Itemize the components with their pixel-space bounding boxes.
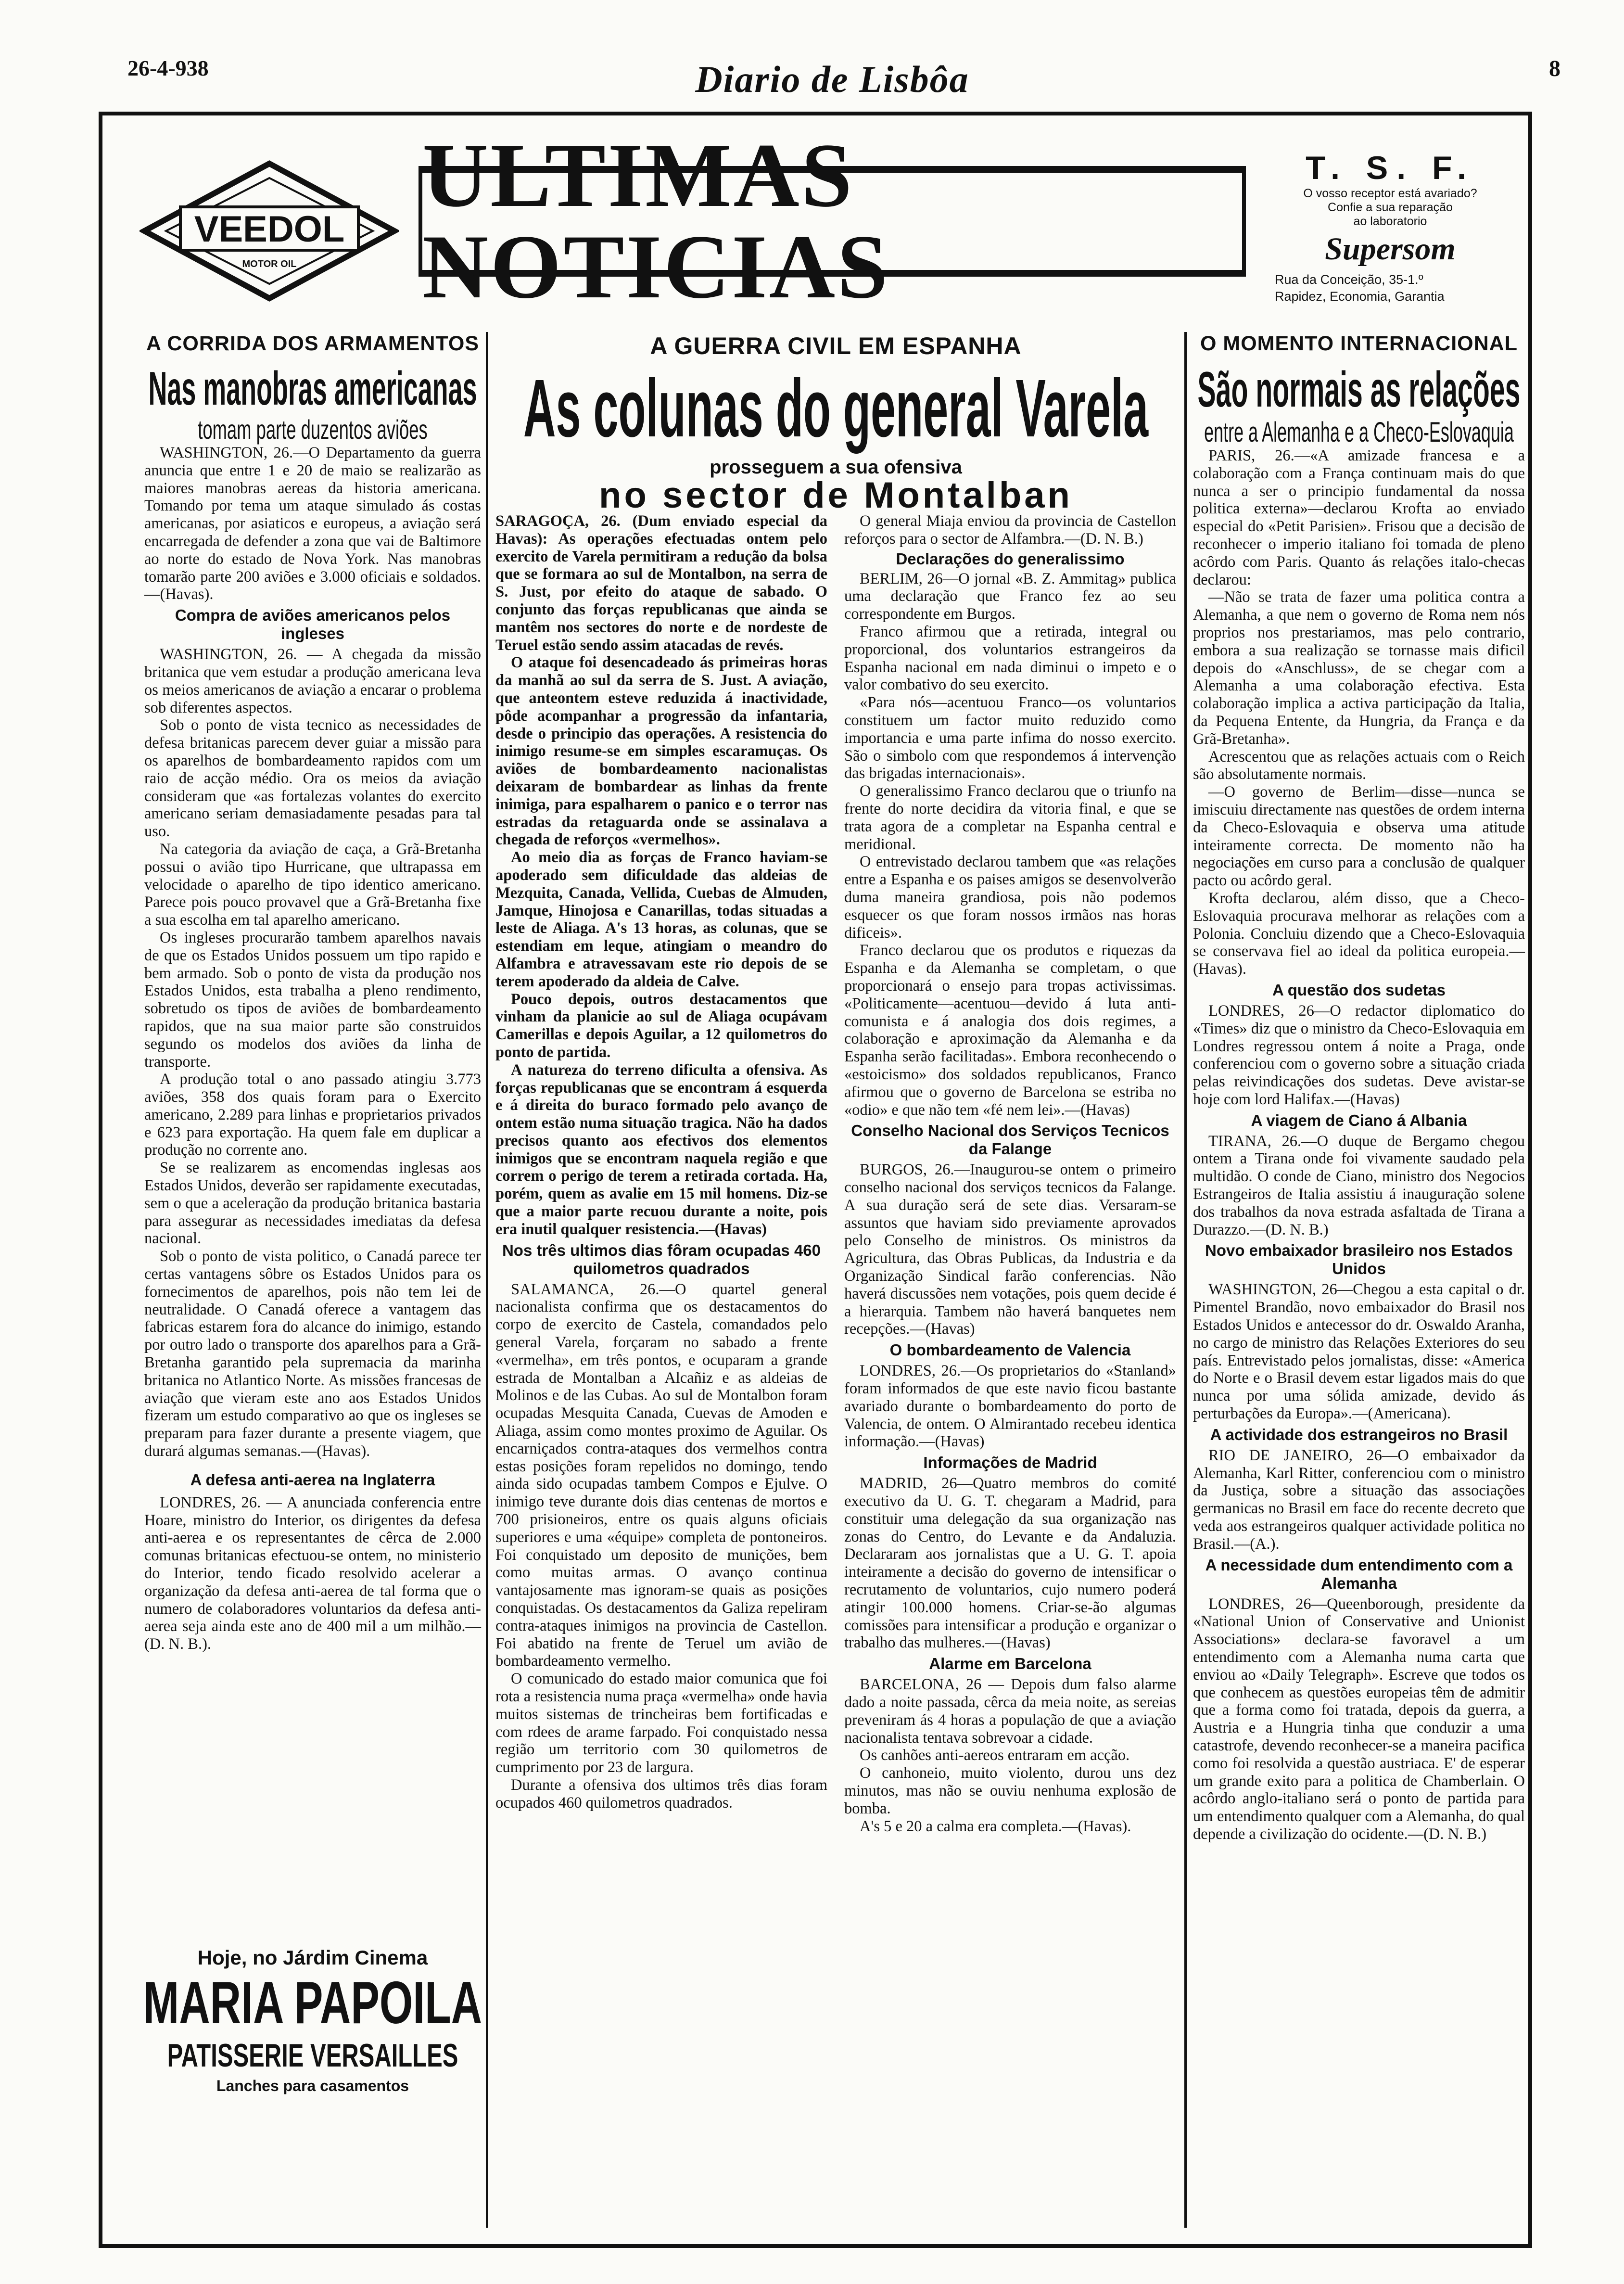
headline: São normais as relações <box>1197 362 1521 418</box>
paragraph: O general Miaja enviou da provincia de Castellon reforços para o sector de Alfambra.—(D. N. B.) <box>844 512 1176 548</box>
tsf-motto: Rapidez, Economia, Garantia <box>1275 289 1445 304</box>
subheading: Alarme em Barcelona <box>929 1655 1091 1673</box>
tsf-brand: Supersom <box>1325 231 1456 267</box>
paragraph: WASHINGTON, 26.—O Departamento da guerra anuncia que entre 1 e 20 de maio se realizarão as maiores manobras aereas da historia americana. Tomando por tema um ataque simulado ás costas americanas, por asiaticos e europeus, a aviação será encarregada de defender a zona que vai de Baltimore ao norte do estado de Nova York. Nas manobras tomarão parte 200 aviões e 3.000 oficiais e soldados.—(Havas). <box>144 444 481 603</box>
paragraph: —O governo de Berlim—disse—nunca se imiscuiu directamente nas questões de ordem interna da Checo-Eslovaquia e observa uma atitude inteiramente correcta. De momento não ha negociações em curso para a conclusão de qualquer pacto ou acôrdo geral. <box>1193 783 1525 890</box>
veedol-brand: VEEDOL <box>194 209 345 250</box>
paragraph: O comunicado do estado maior comunica que foi rota a resistencia numa praça «vermelha» onde havia muitos sistemas de trincheiras bem fortificadas e com rdees de arame farpado. Foi conquistado nessa região um territorio com 30 quilometros de cumprimento por 23 de largura. <box>495 1670 827 1776</box>
subheading: O bombardeamento de Valencia <box>889 1341 1131 1359</box>
paragraph: LONDRES, 26—Queenborough, presidente da «National Union of Conservative and Unionist Associations» declara-se favoravel a um entendimento com a Alemanha numa carta que enviou ao «Daily Telegraph». Escreve que todos os que conhecem as questões europeias têm de admitir que a forma como foi tratada, depois da guerra, a Austria e a Hungria tinha que conduzir a uma catastrofe, devendo reconhecer-se a maneira pacifica como foi resolvida a questão austriaca. E' de esperar um grande exito para a politica de Chamberlain. O acôrdo anglo-italiano será o ponto de partida para um entendimento qualquer com a Alemanha, do qual depende a civilização do ocidente.—(D. N. B.) <box>1193 1595 1525 1843</box>
paragraph: A's 5 e 20 a calma era completa.—(Havas). <box>860 1817 1131 1835</box>
subheading: Informações de Madrid <box>923 1454 1097 1472</box>
ultimas-noticias-banner <box>419 125 1246 318</box>
paragraph: Os canhões anti-aereos entraram em acção. <box>860 1747 1130 1764</box>
page-number: 8 <box>1549 56 1561 81</box>
subheading: A actividade dos estrangeiros no Brasil <box>1210 1425 1508 1443</box>
paragraph: PARIS, 26.—«A amizade francesa e a colaboração com a França continuam mais do que nunca a ser o principio fundamental da nossa politica externa»—declarou Krofta ao enviado especial do «Petit Parisien». Frisou que a decisão de reconhecer o imperio italiano foi tomada de pleno acôrdo com Paris. Quanto ás relações italo-checas declarou: <box>1193 447 1525 588</box>
subheadline: tomam parte duzentos aviões <box>198 414 428 445</box>
paragraph: LONDRES, 26—O redactor diplomatico do «Times» diz que o ministro da Checo-Eslovaquia em Londres regressou ontem á noite a Praga, onde conferenciou com o governo sobre a situação criada pelas reivindicações dos sudetas. Deve avistar-se hoje com lord Halifax.—(Havas) <box>1193 1002 1525 1108</box>
subheadline: entre a Alemanha e a Checo-Eslovaquia <box>1204 417 1514 448</box>
paragraph: BURGOS, 26.—Inaugurou-se ontem o primeiro conselho nacional dos serviços tecnicos da Falange. A sua duração será de sete dias. Versaram-se assuntos que haviam sido previamente aprovados pelo Conselho de ministros. Os ministros da Agricultura, das Obras Publicas, da Industria e da Organização Sindical farão conferencias. Não haverá discussões nem votações, pois quem decide é a hierarquia. Tambem não haverá banquetes nem recepções.—(Havas) <box>844 1161 1176 1338</box>
column-divider <box>1184 332 1187 2228</box>
headline: As colunas do general Varela <box>523 363 1149 454</box>
section-heading: A CORRIDA DOS ARMAMENTOS <box>146 332 480 355</box>
paragraph: LONDRES, 26.—Os proprietarios do «Stanland» foram informados de que este navio ficou bastante avariado durante o bombardeamento do porto de Valencia, de ontem. O Almirantado recebeu identica informação.—(Havas) <box>844 1362 1176 1451</box>
paragraph: O entrevistado declarou tambem que «as relações entre a Espanha e os paises amigos se desenvolverão duma maneira grandiosa, pois não podemos esquecer os que foram nossos irmãos nas horas dificeis». <box>844 853 1176 942</box>
subheading: Conselho Nacional dos Serviços Tecnicos da Falange <box>851 1122 1169 1158</box>
subheadline: prosseguem a sua ofensiva <box>710 457 962 478</box>
center-column-2 <box>844 512 1176 1835</box>
paragraph: O generalissimo Franco declarou que o triunfo na frente do norte decidira da vitoria final, e que se trata agora de a completar na Espanha central e meridional. <box>844 782 1176 853</box>
subheading: Compra de aviões americanos pelos ingleses <box>175 606 451 643</box>
subheading: Novo embaixador brasileiro nos Estados Unidos <box>1205 1241 1513 1278</box>
center-column-1 <box>495 512 827 1812</box>
veedol-sub: MOTOR OIL <box>242 259 297 269</box>
tsf-line1: O vosso receptor está avariado? <box>1303 187 1477 200</box>
cinema-ad <box>144 1946 481 2095</box>
paragraph: A natureza do terreno dificulta a ofensiva. As forças republicanas que se encontram á esquerda e á direita do buraco formado pelo avanço de ontem estão numa situação tragica. Não ha dados precisos quanto aos efectivos dos elementos inimigos que se encontram naquela região e que correm o perigo de terem a retirada cortada. Ha, porém, quem as avalie em 15 mil homens. Diz-se que a maior parte recuou durante a noite, pois era inutil qualquer resistencia.—(Havas) <box>495 1061 827 1238</box>
paragraph: Sob o ponto de vista politico, o Canadá parece ter certas vantagens sôbre os Estados Unidos para os fornecimentos de aparelhos, pois não tem lei de neutralidade. O Canadá oferece a vantagem das fabricas estarem fora do alcance do inimigo, estando por outro lado o transporte dos aparelhos para a Grã-Bretanha garantido pela supremacia da marinha britanica no Atlantico Norte. As missões francesas de aviação que vieram este ano aos Estados Unidos fizeram um estudo comparativo ao que os ingleses se preparam para fazer durante a presente viagem, que durará algumas semanas.—(Havas). <box>144 1248 481 1460</box>
tsf-ad <box>1260 149 1520 305</box>
paragraph: WASHINGTON, 26. — A chegada da missão britanica que vem estudar a produção americana leva os meios americanos de aviação a encarar o problema sob diferentes aspectos. <box>144 646 481 716</box>
lead-paragraph: SARAGOÇA, 26. (Dum enviado especial da Havas): As operações efectuadas ontem pelo exercito de Varela permitiram a redução da bolsa que se formara ao sul de Montalbon, na serra de S. Just, por efeito do ataque de sabado. O conjunto das forças republicanas que ainda se mantêm nos sectores do norte e de nordeste de Teruel estão sendo assim atacadas de revés. <box>495 512 827 654</box>
subheading: A questão dos sudetas <box>1272 981 1446 999</box>
paragraph: Durante a ofensiva dos ultimos três dias foram ocupados 460 quilometros quadrados. <box>495 1776 827 1812</box>
center-article-header <box>493 332 1179 515</box>
paragraph: TIRANA, 26.—O duque de Bergamo chegou ontem a Tirana onde foi vivamente saudado pela multidão. O conde de Ciano, ministro dos Negocios Estrangeiros de Italia assistiu á inauguração solene dos trabalhos da nova estrada asfaltada de Tirana a Durazzo.—(D. N. B.) <box>1193 1132 1525 1238</box>
subheading: A necessidade dum entendimento com a Alemanha <box>1205 1556 1513 1592</box>
paragraph: Ao meio dia as forças de Franco haviam-se apoderado sem dificuldade das aldeias de Mezquita, Canada, Vellida, Cuebas de Almuden, Jamque, Hinojosa e Canarillas, todas situadas a leste de Aliaga. A's 13 horas, as colunas, que se estendiam em leque, atingiam o meandro do Alfambra e atravessavam este rio depois de se terem apoderado da aldeia de Calve. <box>495 849 827 990</box>
paragraph: Franco afirmou que a retirada, integral ou proporcional, dos voluntarios estrangeiros da Espanha nacional em nada diminui o impeto e o valor combativo do seu exercito. <box>844 623 1176 694</box>
paragraph: LONDRES, 26. — A anunciada conferencia entre Hoare, ministro do Interior, os dirigentes da defesa anti-aerea e os representantes de cêrca de 2.000 comunas britanicas efectuou-se ontem, no ministerio do Interior, tendo ficado resolvido acelerar a organização da defesa anti-aerea de tal forma que o numero de colaboradores voluntarios da defesa anti-aerea seja ainda este ano de 400 mil a um milhão.—(D. N. B.). <box>144 1493 481 1653</box>
paragraph: «Para nós—acentuou Franco—os voluntarios constituem um factor muito reduzido como importancia e uma parte infima do nosso exercito. São o simbolo com que respondemos á intervenção das brigadas internacionais». <box>844 694 1176 782</box>
paragraph: BERLIM, 26—O jornal «B. Z. Ammitag» publica uma declaração que Franco fez ao seu correspondente em Burgos. <box>844 570 1176 623</box>
paragraph: MADRID, 26—Quatro membros do comité executivo da U. G. T. chegaram a Madrid, para constituir uma delegação da sua organização nas zonas do Centro, do Levante e da Andaluzia. Declararam aos jornalistas que a U. G. T. apoia inteiramente a decisão do governo de intensificar o recrutamento de voluntarios, cujo numero poderá atingir 100.000 homens. Criar-se-ão algumas comissões para intensificar a produção e organizar o trabalho das mulheres.—(Havas) <box>844 1475 1176 1652</box>
paragraph: Krofta declarou, além disso, que a Checo-Eslovaquia procurava melhorar as relações com a Polonia. Concluiu dizendo que a Checo-Eslovaquia se conservava fiel ao ideal da politica europeia.—(Havas). <box>1193 889 1525 978</box>
article-body <box>1193 447 1525 1843</box>
subheadline2: no sector de Montalban <box>599 475 1073 516</box>
masthead: Diario de Lisbôa <box>695 58 969 100</box>
paragraph: Se se realizarem as encomendas inglesas aos Estados Unidos, deverão ser rapidamente executadas, sem o que a aceleração da produção britanica bastaria para assegurar as necessidades imediatas da defesa nacional. <box>144 1159 481 1248</box>
paragraph: Na categoria da aviação de caça, a Grã-Bretanha possui o avião tipo Hurricane, que ultrapassa em velocidade o aparelho de tipo identico americano. Parece pois pouco provavel que a Grã-Bretanha fixe a sua escolha em tal aparelho americano. <box>144 840 481 929</box>
ad-line1: Hoje, no Járdim Cinema <box>197 1946 428 1969</box>
paragraph: Franco declarou que os produtos e riquezas da Espanha e da Alemanha se completam, o que proporcionará o ensejo para tropas activissimas. «Politicamente—acentuou—devido á luta anti-comunista e á analogia dos dois regimes, a colaboração e aproximação da Alemanha e da Espanha serão facilitadas». Embora reconhecendo o «estoicismo» dos soldados republicanos, Franco afirmou que o governo de Barcelona se estriba no «odio» e que não tem «fé nem lei».—(Havas) <box>844 942 1176 1119</box>
section-heading: O MOMENTO INTERNACIONAL <box>1200 332 1518 355</box>
ad-line2: PATISSERIE VERSAILLES <box>167 2037 458 2074</box>
tsf-line2: Confie a sua reparação <box>1328 200 1453 214</box>
paragraph: A produção total o ano passado atingiu 3.773 aviões, 358 dos quais foram para o Exercito americano, 2.289 para linhas e proprietarios privados e 623 para exportação. Ha quem fale em duplicar a produção no corrente ano. <box>144 1071 481 1159</box>
paragraph: SALAMANCA, 26.—O quartel general nacionalista confirma que os destacamentos do corpo de exercito de Castela, comandados pelo general Varela, forçaram no sabado a frente «vermelha», em três pontos, e ocuparam a grande estrada de Montalban a Alcañiz e as aldeias de Molinos e de las Cubas. Ao sul de Montalbon foram ocupadas Mesquita Canada, Cuevas de Amoden e Aliaga, assim como montes proximo de Aguilar. Os encarniçados contra-ataques dos vermelhos contra estas posições foram repelidos no domingo, tendo ainda sido ocupadas tambem Compos e Ejulve. O inimigo teve durante dois dias centenas de mortos e 700 prisioneiros, entre os quais alguns oficiais superiores e uma «équipe» completa de pontoneiros. Foi conquistado um deposito de munições, bem como muitas armas. O avanço continua vantajosamente mas ignoram-se quais as posições conquistadas. Os destacamentos da Galiza repeliram contra-ataques inimigos na provincia de Castellon. Foi abatido na frente de Teruel um avião de bombardeamento vermelho. <box>495 1280 827 1670</box>
article-body <box>144 444 481 1653</box>
left-article <box>144 332 481 1653</box>
paragraph: O ataque foi desencadeado ás primeiras horas da manhã ao sul da serra de S. Just. A aviação, que anteontem esteve reduzida á inactividade, pôde acompanhar a progressão da infantaria, desde o principio das operações. A resistencia do inimigo resume-se em simples escaramuças. Os aviões de bombardeamento nacionalistas deixaram de bombardear as linhas da frente inimiga, para espalharem o panico e o terror nas estradas da retaguarda onde se assinalava a chegada de reforços «vermelhos». <box>495 654 827 849</box>
veedol-ad <box>140 159 399 303</box>
tsf-address: Rua da Conceição, 35-1.º <box>1275 272 1423 287</box>
paragraph: Sob o ponto de vista tecnico as necessidades de defesa britanicas parecem dever guiar a missão para os aparelhos de bombardeamento rapidos com um raio de acção médio. Ora os meios da aviação consideram que «as fortalezas volantes do exercito americano seriam demasiadamente pesadas para tal uso. <box>144 716 481 841</box>
column-divider <box>486 332 488 2228</box>
issue-date: 26-4-938 <box>127 56 209 80</box>
paragraph: RIO DE JANEIRO, 26—O embaixador da Alemanha, Karl Ritter, conferenciou com o ministro da Justiça, sobre a situação das associações germanicas no Brasil em face do recente decreto que veda aos estrangeiros qualquer actividade politica no Brasil.—(A.). <box>1193 1446 1525 1553</box>
paragraph: Pouco depois, outros destacamentos que vinham da planicie ao sul de Aliaga ocupávam Camerillas e depois Aguilar, a 12 quilometros do ponto de partida. <box>495 990 827 1061</box>
tsf-title: T. S. F. <box>1306 150 1475 186</box>
headline: Nas manobras americanas <box>148 362 477 415</box>
banner-title: ULTIMAS NOTICIAS <box>422 125 890 318</box>
subheading: A defesa anti-aerea na Inglaterra <box>190 1470 435 1489</box>
paragraph: WASHINGTON, 26—Chegou a esta capital o dr. Pimentel Brandão, novo embaixador do Brasil nos Estados Unidos e antecessor do dr. Oswaldo Aranha, no cargo de ministro das Relações Exteriores do seu país. Entrevistado pelos jornalistas, disse: «America do Norte e o Brasil devem estar ligados mais do que nunca por uma sólida amizade, devido ás perturbações da Europa».—(Americana). <box>1193 1281 1525 1423</box>
tsf-line3: ao laboratorio <box>1353 214 1427 228</box>
ad-line3: Lanches para casamentos <box>216 2077 409 2094</box>
subheading: A viagem de Ciano á Albania <box>1251 1111 1467 1129</box>
paragraph: Os ingleses procurarão tambem aparelhos navais de que os Estados Unidos possuem um tipo rapido e bem armado. Sob o ponto de vista da produção nos Estados Unidos, esta trabalha a pleno rendimento, sobretudo os tipos de aviões de bombardeamento rapidos, que na sua maior parte são construidos segundo os modelos dos aviões da linha de transporte. <box>144 929 481 1071</box>
paragraph: O canhoneio, muito violento, durou uns dez minutos, mas não se ouviu nenhuma explosão de bomba. <box>844 1764 1176 1817</box>
veedol-logo-icon <box>140 159 399 303</box>
subheading: Declarações do generalissimo <box>896 549 1125 568</box>
section-heading: A GUERRA CIVIL EM ESPANHA <box>650 332 1022 359</box>
right-article <box>1193 332 1525 1843</box>
paragraph: BARCELONA, 26 — Depois dum falso alarme dado a noite passada, cêrca da meia noite, as sereias preveniram ás 4 horas a população de que a aviação nacionalista tentava sobrevoar a cidade. <box>844 1676 1176 1747</box>
ad-title: MARIA PAPOILA <box>143 1970 482 2036</box>
paragraph: —Não se trata de fazer uma politica contra a Alemanha, a que nem o governo de Roma nem nós proprios nos prestariamos, mas pelo contrario, embora a sua realização se tornasse mais dificil depois do «Anschluss», de se chegar com a Alemanha a uma colaboração efectiva. Esta colaboração implica a activa participação da Italia, da Pequena Entente, da Hungria, da França e da Grã-Bretanha». <box>1193 588 1525 748</box>
subheading: Nos três ultimos dias fôram ocupadas 460 quilometros quadrados <box>502 1241 821 1277</box>
paragraph: Acrescentou que as relações actuais com o Reich são absolutamente normais. <box>1193 748 1525 783</box>
